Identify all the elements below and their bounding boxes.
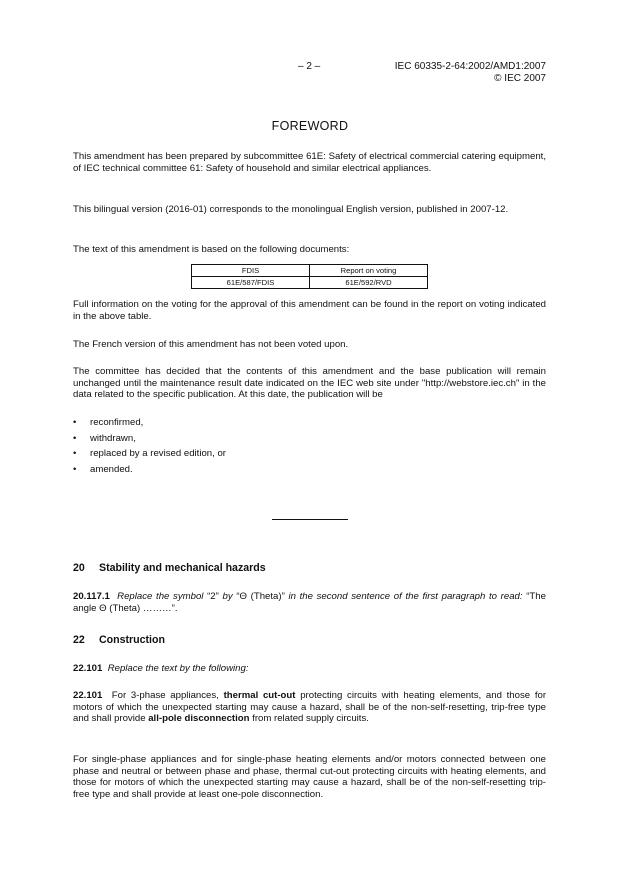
- text: “The angle Θ (Theta) ………”.: [73, 591, 546, 614]
- divider: [272, 519, 348, 520]
- section-heading-20: [73, 563, 266, 575]
- foreword-title: FOREWORD: [271, 119, 349, 133]
- text: Replace the symbol: [117, 591, 204, 602]
- document-id: [395, 61, 546, 84]
- section-title: Construction: [99, 634, 165, 646]
- text: “Θ (Theta)”: [236, 591, 285, 602]
- text: in the second sentence of the first paragraph to read:: [288, 591, 523, 602]
- text: protecting circuits with heating elements, and those for motors of which the unexpected starting may cause a hazard, shall be of the non-self-resetting, trip-free type and shall provide: [73, 690, 547, 725]
- paragraph: Full information on the voting for the approval of this amendment can be found in the report on voting indicated in the above table.: [73, 299, 546, 322]
- paragraph: For single-phase appliances and for single-phase heating elements and/or motors connected between one phase and neutral or between phase and phase, thermal cut-out protecting circuits with heating elements, and those for motors of which the unexpected starting may cause a hazard, shall be of the non-self-resetting trip-free type and shall provide at least one-pole disconnection.: [73, 754, 546, 800]
- section-number: 20: [73, 562, 85, 574]
- text: “2”: [207, 591, 219, 602]
- text: from related supply circuits.: [252, 713, 369, 725]
- table-cell: 61E/587/FDIS: [192, 277, 310, 289]
- paragraph: The text of this amendment is based on the following documents:: [73, 244, 350, 255]
- copyright: © IEC 2007: [494, 72, 546, 84]
- section-heading-22: [73, 635, 165, 647]
- doc-id: IEC 60335-2-64:2002/AMD1:2007: [394, 61, 546, 72]
- clause-22-101: [73, 690, 546, 725]
- clause-number: 22.101: [73, 690, 103, 701]
- paragraph: This bilingual version (2016-01) corresponds to the monolingual English version, published in 2007-12.: [73, 204, 509, 215]
- section-number: 22: [73, 634, 85, 646]
- bullet-list: [73, 417, 546, 479]
- paragraph: The committee has decided that the contents of this amendment and the base publication will remain unchanged until the maintenance result date indicated on the IEC web site under "http://webstore.iec.ch" in the data related to the specific publication. At this date, the publication will be: [73, 366, 546, 401]
- term: thermal cut-out: [223, 690, 296, 701]
- list-item: • amended.: [73, 464, 546, 480]
- text: For 3-phase appliances,: [111, 690, 219, 701]
- list-item: • reconfirmed,: [73, 417, 546, 433]
- text: Replace the text by the following:: [107, 663, 249, 674]
- list-item: • replaced by a revised edition, or: [73, 448, 546, 464]
- list-item: • withdrawn,: [73, 433, 546, 449]
- clause-number: 22.101: [73, 663, 103, 674]
- paragraph: This amendment has been prepared by subcommittee 61E: Safety of electrical commercial catering equipment, of IEC technical committee 61: Safety of household and similar electrical appliances.: [73, 151, 546, 174]
- paragraph: The French version of this amendment has not been voted upon.: [73, 339, 349, 350]
- table-header: Report on voting: [310, 265, 428, 277]
- page-number: – 2 –: [298, 61, 321, 72]
- clause-20-117-1: [73, 591, 546, 614]
- table-header: FDIS: [192, 265, 310, 277]
- section-title: Stability and mechanical hazards: [99, 562, 266, 574]
- clause-number: 20.117.1: [73, 591, 110, 602]
- table-cell: 61E/592/RVD: [310, 277, 428, 289]
- instruction: [73, 663, 546, 675]
- term: all-pole disconnection: [148, 713, 250, 725]
- text: by: [222, 591, 233, 602]
- documents-table: [191, 264, 428, 289]
